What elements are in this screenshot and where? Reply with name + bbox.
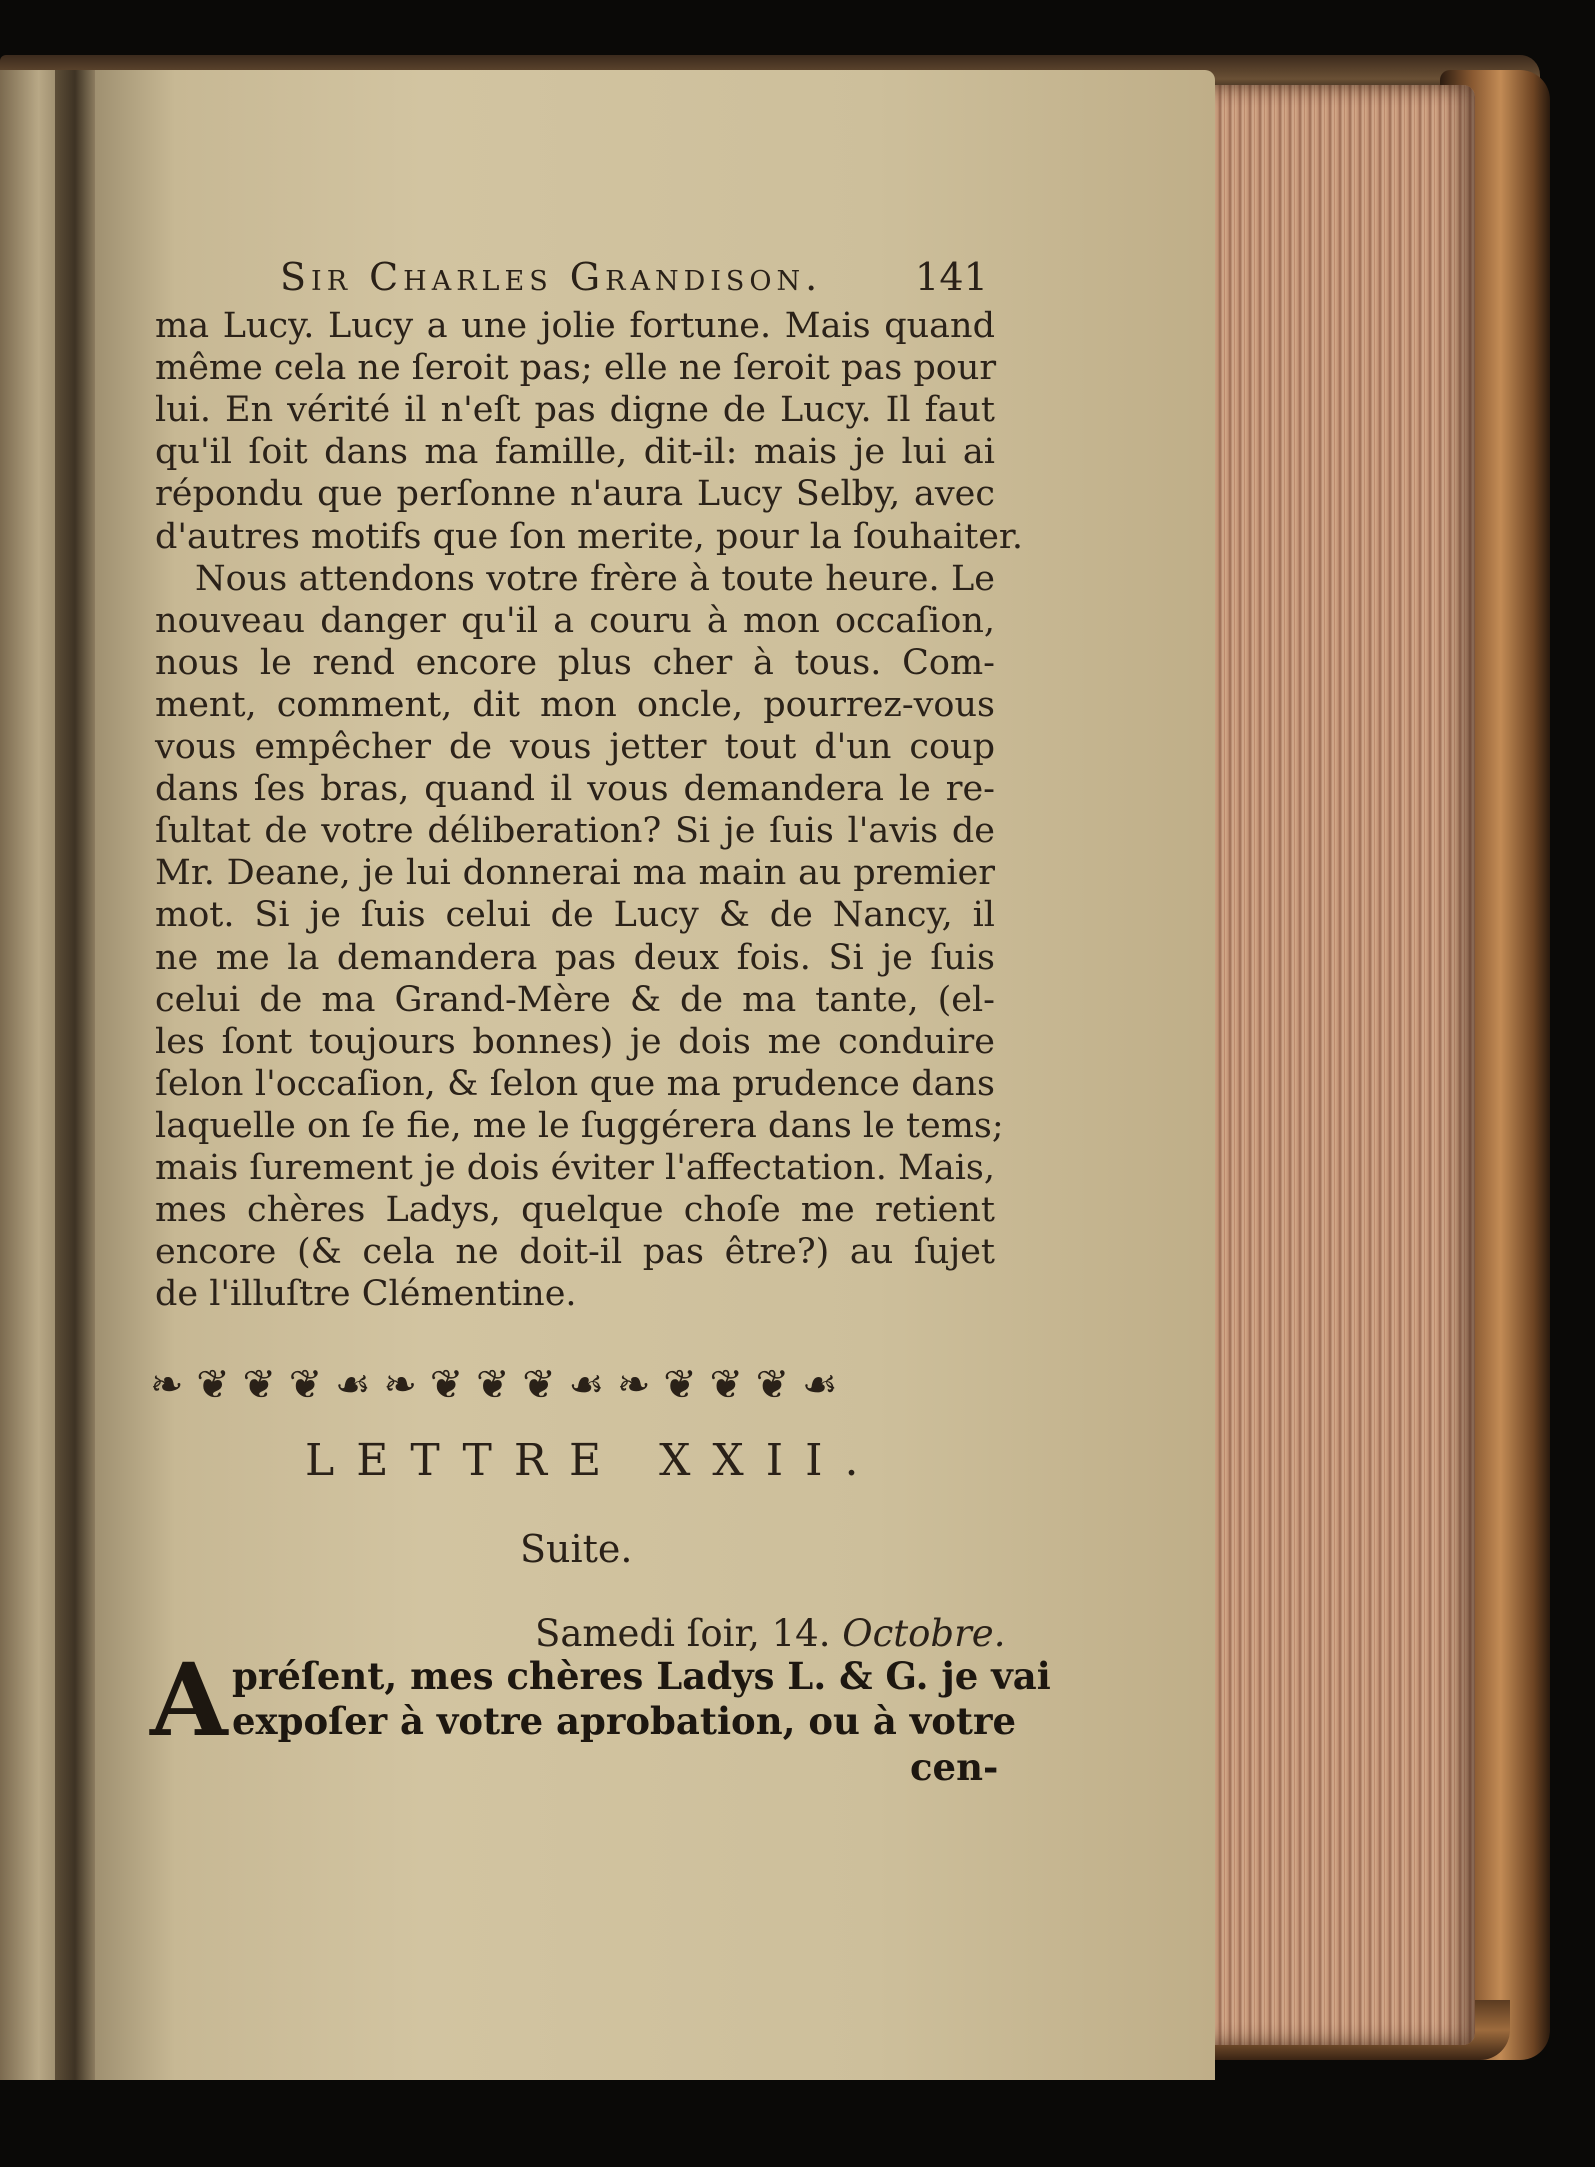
- body-line: d'autres motifs que ſon merite, pour la ſouhaiter.: [155, 516, 1023, 557]
- book-gutter: [55, 70, 95, 2080]
- letter-subtitle: Suite.: [520, 1527, 633, 1571]
- letter-opening-line: préſent, mes chères Ladys L. & G. je vai: [232, 1654, 1051, 1698]
- body-line: qu'il ſoit dans ma famille, dit-il: mais je lui ai: [155, 432, 995, 473]
- body-line: ſelon l'occaſion, & ſelon que ma prudence dans: [155, 1063, 995, 1104]
- running-head: Sir Charles Grandison.: [280, 255, 823, 299]
- body-line: mot. Si je ſuis celui de Lucy & de Nancy, il: [155, 895, 995, 936]
- page-fore-edge: [1195, 85, 1475, 2045]
- body-line: encore (& cela ne doit-il pas être?) au ſujet: [155, 1232, 995, 1273]
- body-line: Nous attendons votre frère à toute heure. Le: [195, 558, 995, 599]
- body-line: nous le rend encore plus cher à tous. Com-: [155, 642, 995, 683]
- body-line: les ſont toujours bonnes) je dois me conduire: [155, 1021, 995, 1062]
- body-line: dans ſes bras, quand il vous demandera le re-: [155, 769, 995, 810]
- body-line: ma Lucy. Lucy a une jolie fortune. Mais quand: [155, 306, 995, 346]
- body-line: vous empêcher de vous jetter tout d'un coup: [155, 727, 995, 767]
- dateline-month: Octobre.: [842, 1612, 1006, 1655]
- body-line: de l'illuſtre Clémentine.: [155, 1274, 577, 1315]
- body-line: mes chères Ladys, quelque choſe me retient: [155, 1190, 995, 1231]
- body-line: laquelle on ſe fie, me le ſuggérera dans le tems;: [155, 1105, 1004, 1146]
- body-line: celui de ma Grand-Mère & de ma tante, (el-: [155, 979, 995, 1020]
- printers-ornament: ❧ ❦ ❦ ❦ ☙ ❧ ❦ ❦ ❦ ☙ ❧ ❦ ❦ ❦ ☙: [150, 1362, 838, 1408]
- body-line: ſultat de votre déliberation? Si je ſuis l'avis de: [155, 811, 995, 852]
- body-line: répondu que perſonne n'aura Lucy Selby, avec: [155, 474, 995, 515]
- body-line: mais ſurement je dois éviter l'affectation. Mais,: [155, 1148, 995, 1188]
- body-line: même cela ne ſeroit pas; elle ne ſeroit pas pour: [155, 348, 997, 389]
- body-line: nouveau danger qu'il a couru à mon occaſion,: [155, 600, 995, 641]
- dateline-day: Samedi ſoir, 14.: [535, 1612, 843, 1655]
- page-number: 141: [915, 255, 989, 299]
- dateline: [535, 1612, 1005, 1655]
- body-line: ne me la demandera pas deux fois. Si je ſuis: [155, 937, 995, 978]
- drop-capital: A: [150, 1641, 228, 1759]
- body-line: lui. En vérité il n'eſt pas digne de Lucy. Il faut: [155, 390, 995, 431]
- body-line: Mr. Deane, je lui donnerai ma main au premier: [155, 853, 995, 894]
- letter-title: LETTRE XXII.: [305, 1435, 881, 1486]
- catchword: cen-: [910, 1745, 999, 1789]
- body-line: ment, comment, dit mon oncle, pourrez-vous: [155, 684, 995, 725]
- letter-opening-line: expoſer à votre aprobation, ou à votre: [232, 1699, 1016, 1743]
